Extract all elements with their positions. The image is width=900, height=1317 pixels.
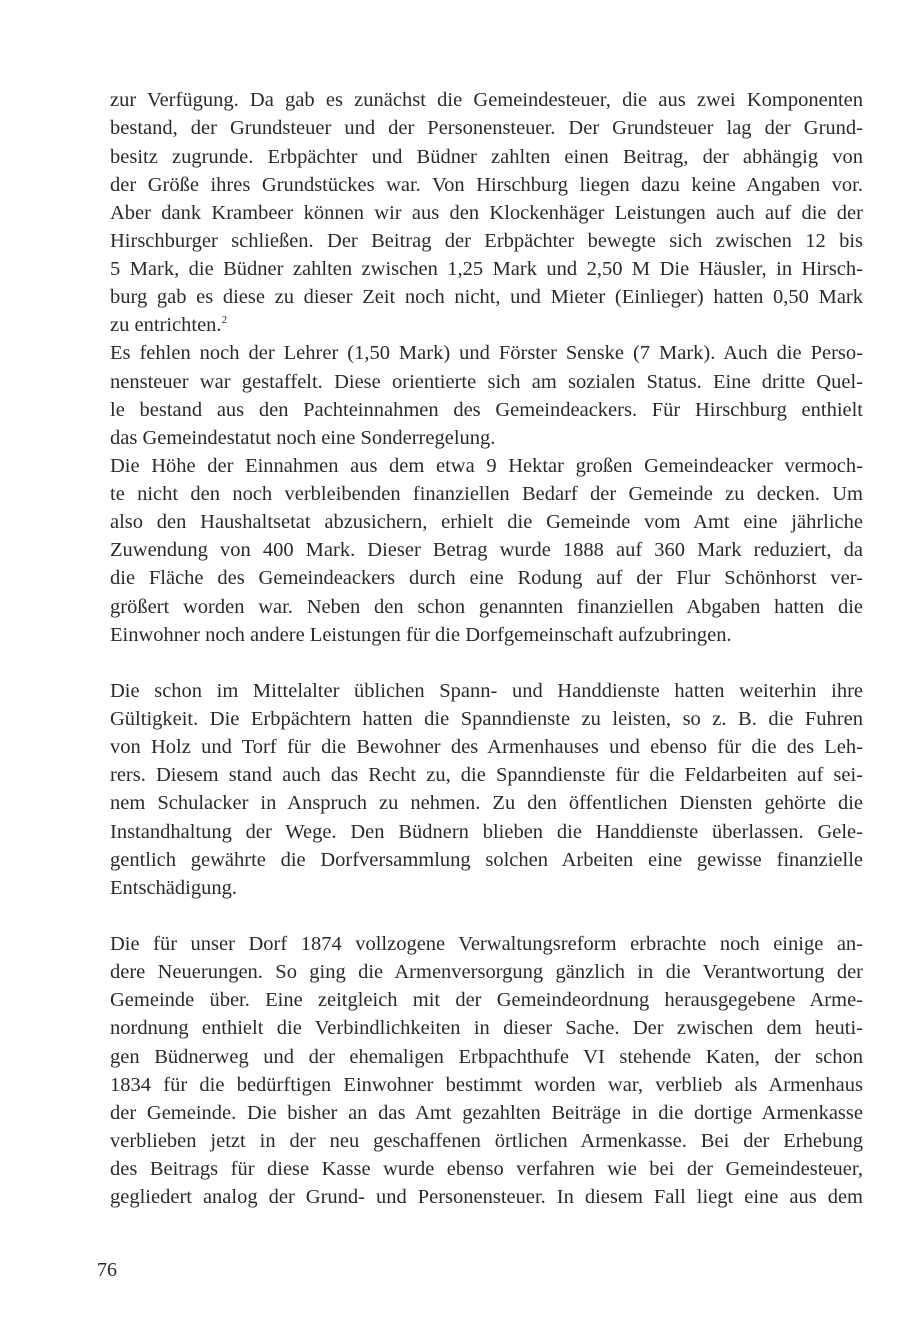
body-text-line: 1834 für die bedürftigen Einwohner bestimmt worden war, verblieb als Armenhaus	[110, 1074, 863, 1096]
body-text-line: größert worden war. Neben den schon genannten finanziellen Abgaben hatten die	[110, 596, 863, 618]
body-text-line: Es fehlen noch der Lehrer (1,50 Mark) und Förster Senske (7 Mark). Auch die Perso-	[110, 342, 863, 364]
body-text-line: 5 Mark, die Büdner zahlten zwischen 1,25 Mark und 2,50 M Die Häusler, in Hirsch-	[110, 258, 863, 280]
body-text-line: also den Haushaltsetat abzusichern, erhielt die Gemeinde vom Amt eine jährliche	[110, 511, 863, 533]
body-text-line: nensteuer war gestaffelt. Diese orientierte sich am sozialen Status. Eine dritte Quel-	[110, 371, 863, 393]
body-text-line: nordnung enthielt die Verbindlichkeiten in dieser Sache. Der zwischen dem heuti-	[110, 1017, 863, 1039]
body-text-line: rers. Diesem stand auch das Recht zu, die Spanndienste für die Feldarbeiten auf sei-	[110, 764, 863, 786]
body-text-line: te nicht den noch verbleibenden finanziellen Bedarf der Gemeinde zu decken. Um	[110, 483, 863, 505]
body-text-line: nem Schulacker in Anspruch zu nehmen. Zu den öffentlichen Diensten gehörte die	[110, 792, 863, 814]
body-text-line: der Gemeinde. Die bisher an das Amt gezahlten Beiträge in die dortige Armenkasse	[110, 1102, 863, 1124]
body-text-line: le bestand aus den Pachteinnahmen des Gemeindeackers. Für Hirschburg enthielt	[110, 399, 863, 421]
body-text-line: Die schon im Mittelalter üblichen Spann- und Handdienste hatten weiterhin ihre	[110, 680, 863, 702]
page-number: 76	[97, 1259, 117, 1281]
body-text-line: verblieben jetzt in der neu geschaffenen örtlichen Armenkasse. Bei der Erhebung	[110, 1130, 863, 1152]
body-text-line: dere Neuerungen. So ging die Armenversorgung gänzlich in die Verantwortung der	[110, 961, 863, 983]
body-text-fragment: zu entrichten.	[110, 314, 222, 336]
body-text-line: Die für unser Dorf 1874 vollzogene Verwaltungsreform erbrachte noch einige an-	[110, 933, 863, 955]
body-text-line: Hirschburger schließen. Der Beitrag der Erbpächter bewegte sich zwischen 12 bis	[110, 230, 863, 252]
body-text-line: der Größe ihres Grundstückes war. Von Hirschburg liegen dazu keine Angaben vor.	[110, 174, 863, 196]
body-text-line: Die Höhe der Einnahmen aus dem etwa 9 Hektar großen Gemeindeacker vermoch-	[110, 455, 863, 477]
body-text-line: Aber dank Krambeer können wir aus den Klockenhäger Leistungen auch auf die der	[110, 202, 863, 224]
body-text-line: die Fläche des Gemeindeackers durch eine Rodung auf der Flur Schönhorst ver-	[110, 567, 863, 589]
body-text-line: Instandhaltung der Wege. Den Büdnern blieben die Handdienste überlassen. Gele-	[110, 821, 863, 843]
body-text-line: von Holz und Torf für die Bewohner des Armenhauses und ebenso für die des Leh-	[110, 736, 863, 758]
body-text-line: bestand, der Grundsteuer und der Personensteuer. Der Grundsteuer lag der Grund-	[110, 117, 863, 139]
body-text-line: Gemeinde über. Eine zeitgleich mit der Gemeindeordnung herausgegebene Arme-	[110, 989, 863, 1011]
body-text-line: des Beitrags für diese Kasse wurde ebenso verfahren wie bei der Gemeindesteuer,	[110, 1158, 863, 1180]
body-text-line: Zuwendung von 400 Mark. Dieser Betrag wurde 1888 auf 360 Mark reduziert, da	[110, 539, 863, 561]
body-text-line: Einwohner noch andere Leistungen für die Dorfgemeinschaft aufzubringen.	[110, 624, 732, 646]
body-text-line: gen Büdnerweg und der ehemaligen Erbpachthufe VI stehende Katen, der schon	[110, 1046, 863, 1068]
body-text-line: Gültigkeit. Die Erbpächtern hatten die Spanndienste zu leisten, so z. B. die Fuhren	[110, 708, 863, 730]
body-text-line: Entschädigung.	[110, 877, 237, 899]
body-text-line: gegliedert analog der Grund- und Personensteuer. In diesem Fall liegt eine aus dem	[110, 1186, 863, 1208]
footnote-marker: 2	[221, 314, 228, 327]
body-text-line: burg gab es diese zu dieser Zeit noch nicht, und Mieter (Einlieger) hatten 0,50 Mark	[110, 286, 863, 308]
body-text-line: gentlich gewährte die Dorfversammlung solchen Arbeiten eine gewisse finanzielle	[110, 849, 863, 871]
body-text-line: das Gemeindestatut noch eine Sonderregelung.	[110, 427, 496, 449]
body-text-line	[110, 311, 863, 339]
body-text-line: zur Verfügung. Da gab es zunächst die Gemeindesteuer, die aus zwei Komponenten	[110, 89, 863, 111]
body-text-line: besitz zugrunde. Erbpächter und Büdner zahlten einen Beitrag, der abhängig von	[110, 146, 863, 168]
